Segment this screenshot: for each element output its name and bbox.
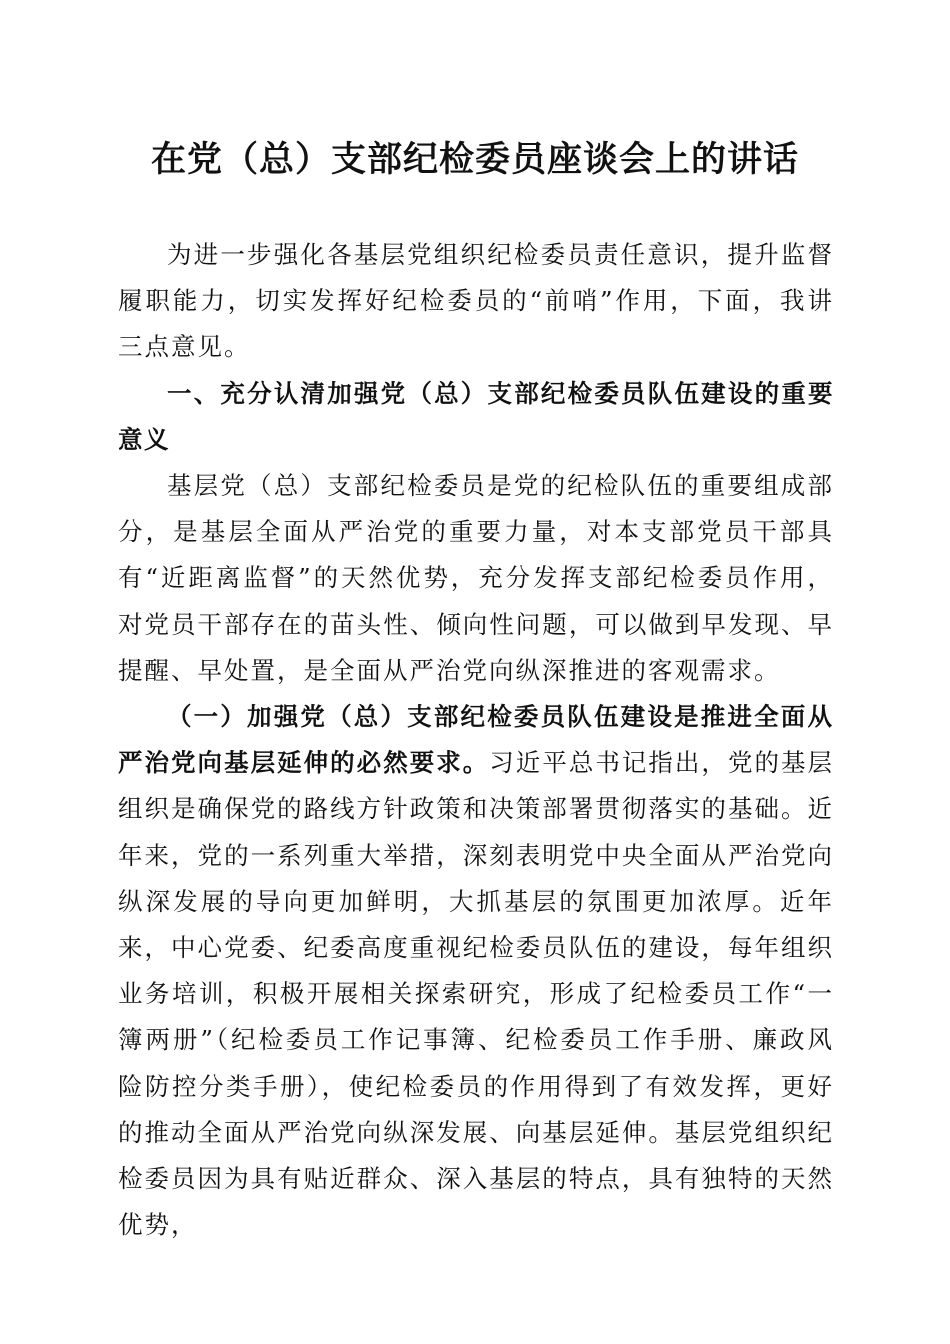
document-body bbox=[118, 232, 834, 1248]
subsection-paragraph bbox=[118, 694, 834, 1248]
subsection-lead: （一）加强党（总）支部纪检委员队伍建设是推进全面从严治党向基层延伸的必然要求。 bbox=[118, 702, 834, 778]
section-heading: 一、充分认清加强党（总）支部纪检委员队伍建设的重要意义 bbox=[118, 378, 834, 454]
subsection-text: 习近平总书记指出，党的基层组织是确保党的路线方针政策和决策部署贯彻落实的基础。近年来，党的一系列重大举措，深刻表明党中央全面从严治党向纵深发展的导向更加鲜明，大抓基层的氛围更加浓厚。近年来，中心党委、纪委高度重视纪检委员队伍的建设，每年组织业务培训，积极开展相关探索研究，形成了纪检委员工作“一簿两册”（纪检委员工作记事簿、纪检委员工作手册、廉政风险防控分类手册），使纪检委员的作用得到了有效发挥，更好的推动全面从严治党向纵深发展、向基层延伸。基层党组织纪检委员因为具有贴近群众、深入基层的特点，具有独特的天然优势， bbox=[118, 748, 835, 1240]
section-paragraph: 基层党（总）支部纪检委员是党的纪检队伍的重要组成部分，是基层全面从严治党的重要力量，对本支部党员干部具有“近距离监督”的天然优势，充分发挥支部纪检委员作用，对党员干部存在的苗头性、倾向性问题，可以做到早发现、早提醒、早处置，是全面从严治党向纵深推进的客观需求。 bbox=[118, 471, 834, 685]
document-title: 在党（总）支部纪检委员座谈会上的讲话 bbox=[150, 139, 799, 180]
intro-paragraph: 为进一步强化各基层党组织纪检委员责任意识，提升监督履职能力，切实发挥好纪检委员的“前哨”作用，下面，我讲三点意见。 bbox=[118, 240, 834, 362]
